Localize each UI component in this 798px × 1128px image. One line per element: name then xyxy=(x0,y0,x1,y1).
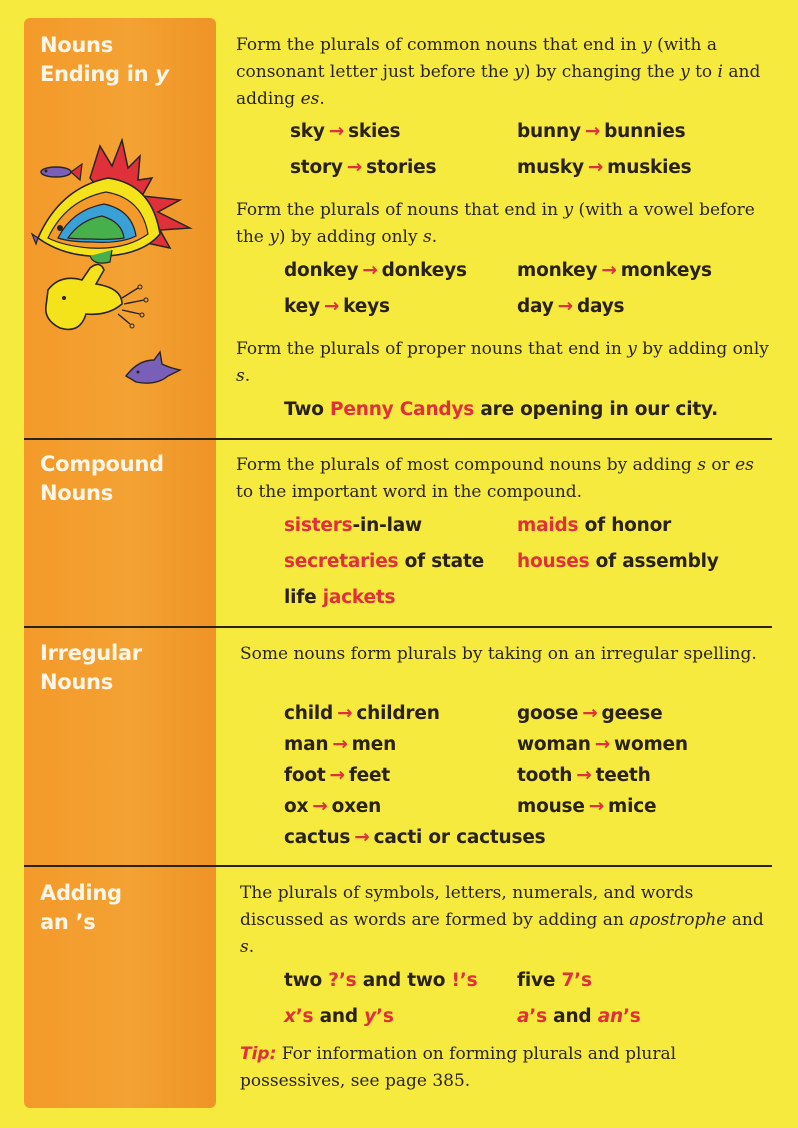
example-plural: bunny → bunnies xyxy=(517,121,686,142)
heading-italic-y: y xyxy=(155,62,169,86)
arrow-icon: → xyxy=(588,796,605,817)
example-compound: secretaries of state xyxy=(284,551,484,572)
rule-irregular: Some nouns form plurals by taking on an irregular spelling. xyxy=(240,644,757,664)
example-plural: key → keys xyxy=(284,296,390,317)
example-plural: cactus → cacti or cactuses xyxy=(284,827,546,848)
rainbow-fish-icon xyxy=(32,140,190,263)
arrow-icon: → xyxy=(329,765,345,786)
example-compound: maids of honor xyxy=(517,515,672,536)
arrow-icon: → xyxy=(362,260,378,281)
heading-line: Nouns xyxy=(40,481,113,505)
arrow-icon: → xyxy=(337,703,353,724)
rule-apostrophe: The plurals of symbols, letters, numerals, and words discussed as words are formed by adding an apostrophe and s. xyxy=(240,883,764,957)
small-fish-icon xyxy=(41,164,82,180)
heading-irregular-nouns xyxy=(40,639,210,697)
arrow-icon: → xyxy=(323,296,340,317)
heading-line: an ’s xyxy=(40,910,96,934)
example-compound: houses of assembly xyxy=(517,551,719,572)
example-plural: goose → geese xyxy=(517,703,663,724)
heading-line: Adding xyxy=(40,881,122,905)
example-plural: foot → feet xyxy=(284,765,391,786)
heading-adding-apostrophe-s xyxy=(40,879,210,937)
example-plural: donkey → donkeys xyxy=(284,260,467,281)
example-sentence: Two Penny Candys are opening in our city. xyxy=(284,399,718,420)
example-apostrophe: two ?’s and two !’s xyxy=(284,970,478,991)
arrow-icon: → xyxy=(601,260,617,281)
purple-fish-icon xyxy=(126,352,180,383)
example-plural: child → children xyxy=(284,703,440,724)
arrow-icon: → xyxy=(576,765,592,786)
heading-line: Nouns xyxy=(40,670,113,694)
example-plural: sky → skies xyxy=(290,121,401,142)
arrow-icon: → xyxy=(346,157,363,178)
arrow-icon: → xyxy=(594,734,611,755)
section-divider xyxy=(24,438,772,440)
example-plural: tooth → teeth xyxy=(517,765,651,786)
section-divider xyxy=(24,865,772,867)
heading-line: Compound xyxy=(40,452,164,476)
example-plural: mouse → mice xyxy=(517,796,657,817)
tip-note xyxy=(240,1041,780,1095)
rule-vowel-y: Form the plurals of nouns that end in y (with a vowel before the y) by adding only s. xyxy=(236,200,755,247)
yellow-creature-icon xyxy=(46,264,148,329)
arrow-icon: → xyxy=(582,703,598,724)
heading-line xyxy=(40,60,210,89)
example-plural: ox → oxen xyxy=(284,796,382,817)
example-plural: monkey → monkeys xyxy=(517,260,712,281)
heading-text: Ending in xyxy=(40,62,149,86)
heading-nouns-ending-in-y xyxy=(40,31,210,89)
rule-compound: Form the plurals of most compound nouns by adding s or es to the important word in the compound. xyxy=(236,455,754,502)
example-plural: woman → women xyxy=(517,734,688,755)
rule-proper-y: Form the plurals of proper nouns that end in y by adding only s. xyxy=(236,339,769,386)
rule-consonant-y: Form the plurals of common nouns that end in y (with a consonant letter just before the y) by changing the y to i and adding es. xyxy=(236,35,761,109)
example-plural: day → days xyxy=(517,296,625,317)
example-plural: man → men xyxy=(284,734,397,755)
example-compound: sisters-in-law xyxy=(284,515,422,536)
example-apostrophe: five 7’s xyxy=(517,970,592,991)
example-plural: story → stories xyxy=(290,157,437,178)
heading-line: Nouns xyxy=(40,33,113,57)
example-apostrophe: x’s and y’s xyxy=(284,1006,394,1027)
arrow-icon: → xyxy=(587,157,604,178)
arrow-icon: → xyxy=(328,121,345,142)
arrow-icon: → xyxy=(332,734,348,755)
heading-line: Irregular xyxy=(40,641,142,665)
example-compound: life jackets xyxy=(284,587,396,608)
arrow-icon: → xyxy=(312,796,328,817)
heading-compound-nouns xyxy=(40,450,210,508)
example-plural: musky → muskies xyxy=(517,157,692,178)
tip-text: For information on forming plurals and plural possessives, see page 385. xyxy=(240,1044,677,1091)
arrow-icon: → xyxy=(354,827,370,848)
section-divider xyxy=(24,626,772,628)
arrow-icon: → xyxy=(584,121,601,142)
fish-illustration xyxy=(30,138,210,398)
tip-label: Tip: xyxy=(240,1044,277,1064)
arrow-icon: → xyxy=(557,296,573,317)
example-apostrophe: a’s and an’s xyxy=(517,1006,641,1027)
